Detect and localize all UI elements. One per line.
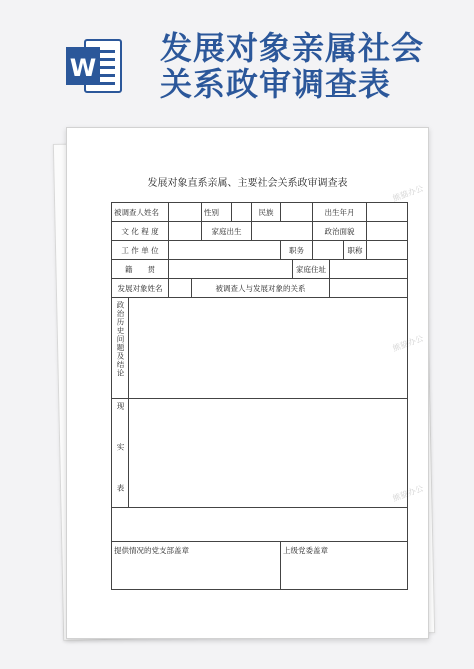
higher-committee-seal-label: 上级党委盖章 [281, 541, 408, 589]
watermark: 熊猫办公 [391, 483, 425, 504]
position-label: 职务 [281, 241, 313, 260]
education-value[interactable] [169, 222, 202, 241]
political-history-label: 政治历史问题及结论 [116, 301, 125, 378]
document-page [66, 127, 429, 639]
political-status-label: 政治面貌 [313, 222, 367, 241]
banner-title [160, 30, 424, 102]
current-performance-value[interactable] [129, 399, 408, 508]
investigation-form-table [111, 202, 408, 590]
table-row [112, 222, 408, 241]
work-unit-label: 工 作 单 位 [112, 241, 169, 260]
table-row [112, 399, 408, 508]
home-address-label: 家庭住址 [293, 260, 330, 279]
family-origin-value[interactable] [252, 222, 313, 241]
native-place-label: 籍 贯 [112, 260, 169, 279]
document-title: 发展对象直系亲属、主要社会关系政审调查表 [147, 178, 348, 189]
education-label: 文 化 程 度 [112, 222, 169, 241]
ethnicity-value[interactable] [281, 203, 313, 222]
banner [0, 0, 474, 112]
table-row [112, 279, 408, 298]
remarks-value[interactable] [112, 507, 408, 541]
relationship-label: 被调查人与发展对象的关系 [192, 279, 330, 298]
table-row [112, 260, 408, 279]
birth-label: 出生年月 [313, 203, 367, 222]
political-status-value[interactable] [367, 222, 408, 241]
table-row [112, 203, 408, 222]
banner-title-line1: 发展对象亲属社会 [160, 29, 425, 67]
candidate-name-label: 发展对象姓名 [112, 279, 169, 298]
name-value[interactable] [169, 203, 202, 222]
gender-label: 性别 [202, 203, 232, 222]
native-place-value[interactable] [169, 260, 293, 279]
title-label: 职称 [344, 241, 367, 260]
watermark: 熊猫办公 [391, 333, 425, 354]
table-row [112, 541, 408, 589]
relationship-value[interactable] [330, 279, 408, 298]
ethnicity-label: 民族 [252, 203, 281, 222]
birth-value[interactable] [367, 203, 408, 222]
party-branch-seal-label: 提供情况的党支部盖章 [112, 541, 281, 589]
gender-value[interactable] [232, 203, 252, 222]
watermark: 熊猫办公 [391, 183, 425, 204]
work-unit-value[interactable] [169, 241, 281, 260]
position-value[interactable] [313, 241, 344, 260]
title-value[interactable] [367, 241, 408, 260]
home-address-value[interactable] [330, 260, 408, 279]
political-history-value[interactable] [129, 298, 408, 399]
svg-text:W: W [69, 54, 97, 82]
current-performance-label: 现 实 表 [116, 402, 125, 505]
table-row [112, 298, 408, 399]
name-label: 被调查人姓名 [112, 203, 169, 222]
table-row [112, 241, 408, 260]
table-row [112, 507, 408, 541]
banner-title-line2: 关系政审调查表 [160, 65, 392, 103]
candidate-name-value[interactable] [169, 279, 192, 298]
word-document-icon [65, 38, 123, 94]
family-origin-label: 家庭出生 [202, 222, 252, 241]
